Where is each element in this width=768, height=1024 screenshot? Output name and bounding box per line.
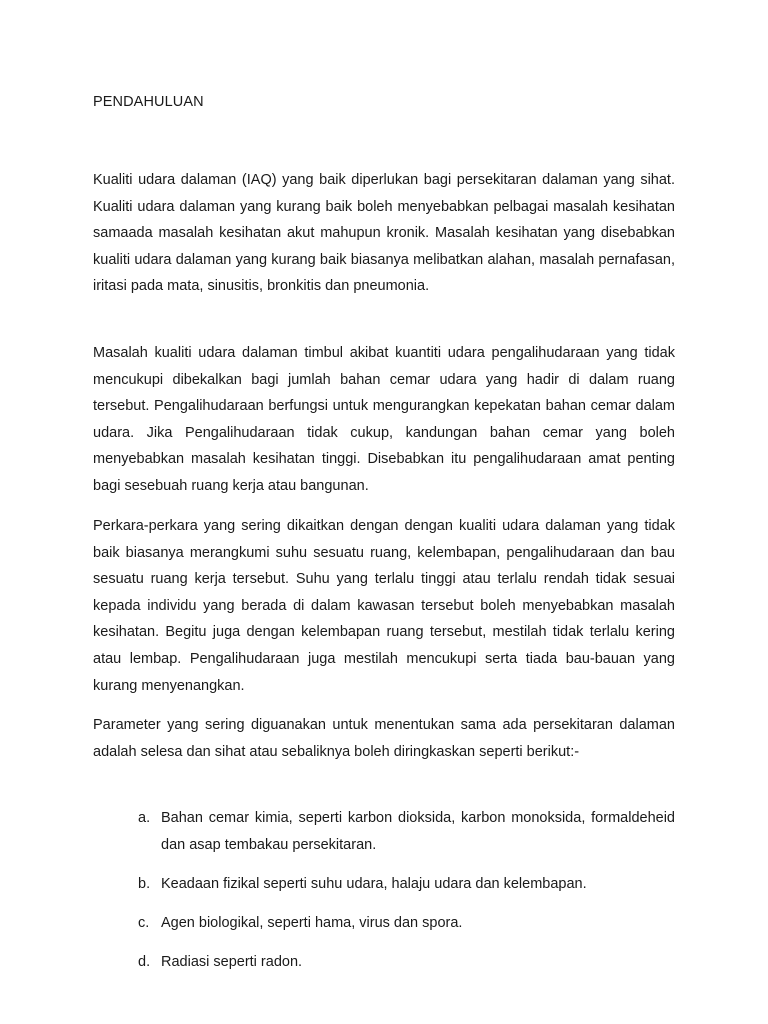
parameter-list — [93, 805, 675, 988]
list-item-text: Agen biologikal, seperti hama, virus dan spora. — [161, 914, 463, 931]
list-marker: a. — [138, 810, 151, 826]
list-item-text: Keadaan fizikal seperti suhu udara, halaju udara dan kelembapan. — [161, 875, 587, 892]
list-item — [93, 949, 675, 976]
list-marker: d. — [138, 953, 151, 970]
list-marker: b. — [138, 875, 151, 892]
paragraph-2: Masalah kualiti udara dalaman timbul akibat kuantiti udara pengalihudaraan yang tidak mencukupi dibekalkan bagi jumlah bahan cemar udara yang hadir di dalam ruang tersebut. Pengalihudaraan berfungsi untuk mengurangkan kepekatan bahan cemar dalam udara. Jika Pengalihudaraan tidak cukup, kandungan bahan cemar yang boleh menyebabkan masalah kesihatan tinggi. Disebabkan itu pengalihudaraan amat penting bagi sesebuah ruang kerja atau bangunan. — [93, 345, 675, 494]
list-item-text: Bahan cemar kimia, seperti karbon dioksida, karbon monoksida, formaldeheid dan asap tembakau persekitaran. — [161, 810, 675, 853]
list-item-text: Radiasi seperti radon. — [161, 953, 303, 970]
paragraph-1: Kualiti udara dalaman (IAQ) yang baik diperlukan bagi persekitaran dalaman yang sihat. Kualiti udara dalaman yang kurang baik boleh menyebabkan pelbagai masalah kesihatan samaada masalah kesihatan akut mahupun kronik. Masalah kesihatan yang disebabkan kualiti udara dalaman yang kurang baik biasanya melibatkan alahan, masalah pernafasan, iritasi pada mata, sinusitis, bronkitis dan pneumonia. — [93, 172, 675, 295]
paragraph-4: Parameter yang sering diguanakan untuk menentukan sama ada persekitaran dalaman adalah selesa dan sihat atau sebaliknya boleh diringkaskan seperti berikut:- — [93, 717, 675, 760]
page-title: PENDAHULUAN — [93, 94, 204, 110]
list-item — [93, 805, 675, 858]
list-item — [93, 910, 675, 937]
list-marker: c. — [138, 914, 150, 931]
paragraph-3: Perkara-perkara yang sering dikaitkan dengan dengan kualiti udara dalaman yang tidak baik biasanya merangkumi suhu sesuatu ruang, kelembapan, pengalihudaraan dan bau sesuatu ruang kerja tersebut. Suhu yang terlalu tinggi atau terlalu rendah tidak sesuai kepada individu yang berada di dalam kawasan tersebut boleh menyebabkan masalah kesihatan. Begitu juga dengan kelembapan ruang tersebut, mestilah tidak terlalu kering atau lembap. Pengalihudaraan juga mestilah mencukupi serta tiada bau-bauan yang kurang menyenangkan. — [93, 518, 675, 694]
list-item — [93, 871, 675, 898]
